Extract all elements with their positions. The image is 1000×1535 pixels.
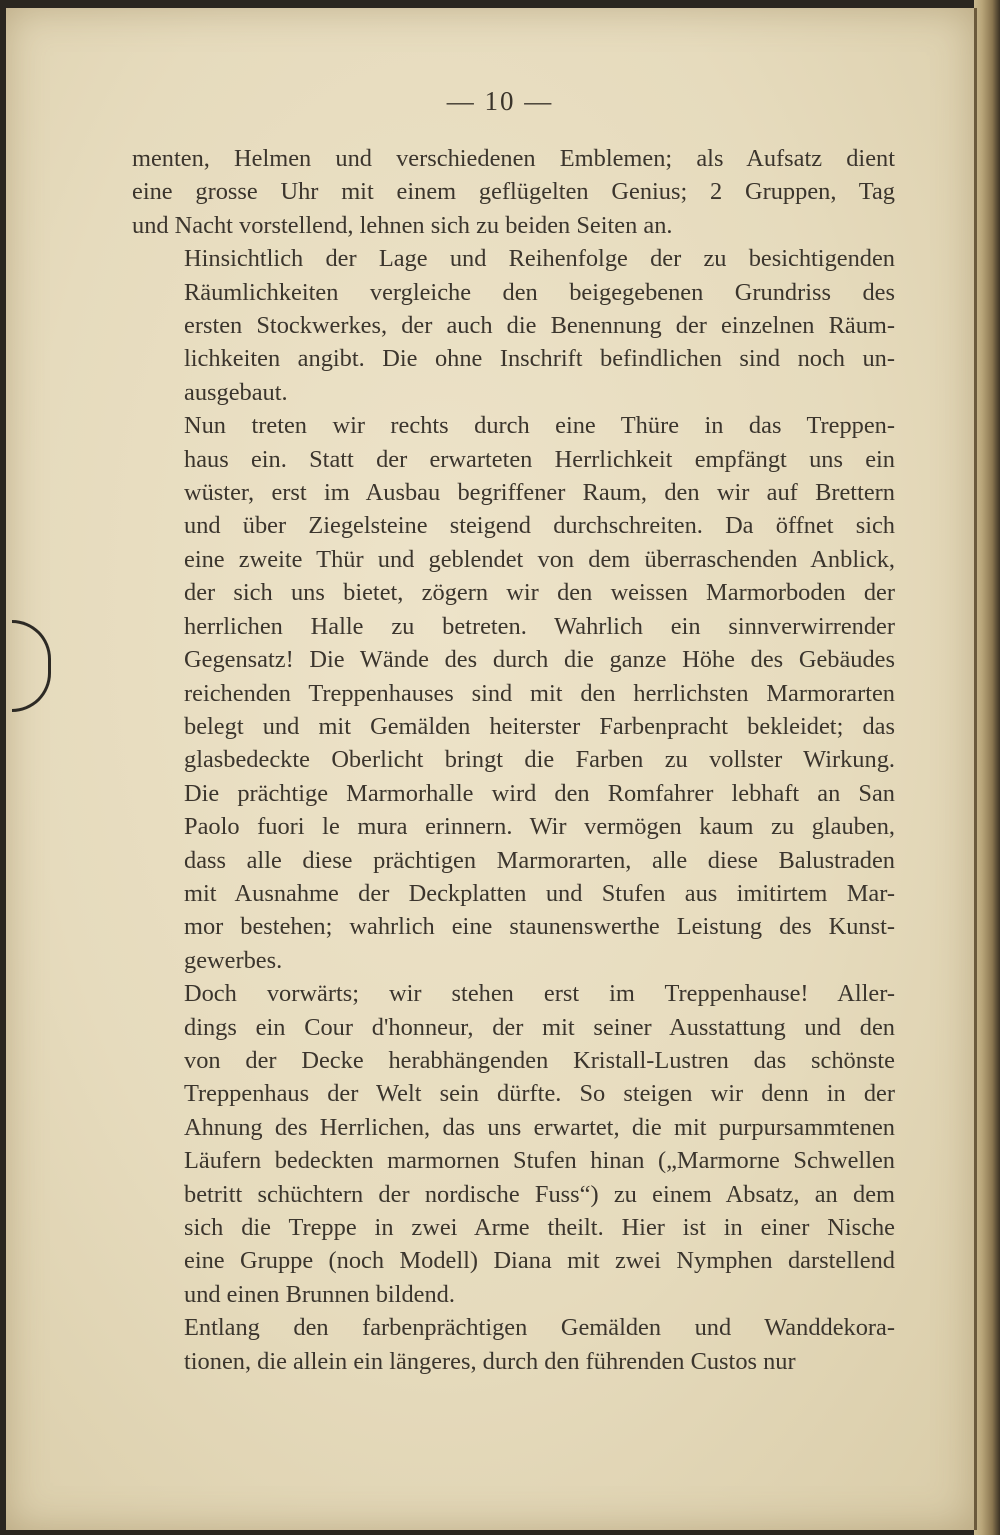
text-line: Treppenhaus der Welt sein dürfte. So steigen wir denn in der	[184, 1080, 895, 1108]
body-text	[132, 142, 895, 1378]
text-line: wüster, erst im Ausbau begriffener Raum, den wir auf Brettern	[184, 479, 895, 507]
text-line: der sich uns bietet, zögern wir den weissen Marmorboden der	[184, 579, 895, 607]
text-line: lichkeiten angibt. Die ohne Inschrift befindlichen sind noch un-	[184, 345, 895, 373]
paragraph	[132, 1311, 895, 1378]
page-number: — 10 —	[446, 86, 554, 116]
text-line: eine Gruppe (noch Modell) Diana mit zwei Nymphen darstellend	[184, 1247, 895, 1275]
text-line: haus ein. Statt der erwarteten Herrlichkeit empfängt uns ein	[184, 445, 895, 473]
text-line: dings ein Cour d'honneur, der mit seiner Ausstattung und den	[184, 1013, 895, 1041]
text-line: Räumlichkeiten vergleiche den beigegebenen Grundriss des	[184, 278, 895, 306]
page-edge	[974, 0, 1000, 1535]
text-line: tionen, die allein ein längeres, durch den führenden Custos nur	[184, 1347, 796, 1375]
text-line: Gegensatz! Die Wände des durch die ganze Höhe des Gebäudes	[184, 646, 895, 674]
text-line: und einen Brunnen bildend.	[184, 1280, 455, 1308]
text-line: von der Decke herabhängenden Kristall-Lustren das schönste	[184, 1046, 895, 1074]
text-line: belegt und mit Gemälden heiterster Farbenpracht bekleidet; das	[184, 712, 895, 740]
text-line: Doch vorwärts; wir stehen erst im Treppenhause! Aller-	[184, 980, 895, 1008]
text-line: betritt schüchtern der nordische Fuss“) zu einem Absatz, an dem	[184, 1180, 895, 1208]
text-line: mor bestehen; wahrlich eine staunenswerthe Leistung des Kunst-	[184, 913, 895, 941]
text-line: und Nacht vorstellend, lehnen sich zu beiden Seiten an.	[132, 211, 673, 239]
paragraph	[132, 409, 895, 977]
text-line: Hinsichtlich der Lage und Reihenfolge der zu besichtigenden	[184, 245, 895, 273]
text-line: Die prächtige Marmorhalle wird den Romfahrer lebhaft an San	[184, 779, 895, 807]
text-line: Läufern bedeckten marmornen Stufen hinan („Marmorne Schwellen	[184, 1147, 895, 1175]
text-line: Entlang den farbenprächtigen Gemälden und Wanddekora-	[184, 1314, 895, 1342]
text-line: herrlichen Halle zu betreten. Wahrlich ein sinnverwirrender	[184, 612, 895, 640]
text-line: dass alle diese prächtigen Marmorarten, alle diese Balustraden	[184, 846, 895, 874]
paragraph	[132, 142, 895, 242]
text-line: und über Ziegelsteine steigend durchschreiten. Da öffnet sich	[184, 512, 895, 540]
text-line: reichenden Treppenhauses sind mit den herrlichsten Marmorarten	[184, 679, 895, 707]
text-line: Paolo fuori le mura erinnern. Wir vermögen kaum zu glauben,	[184, 813, 895, 841]
text-line: ausgebaut.	[184, 378, 288, 406]
text-line: eine zweite Thür und geblendet von dem überraschenden Anblick,	[184, 545, 895, 573]
paragraph	[132, 242, 895, 409]
text-line: Nun treten wir rechts durch eine Thüre in das Treppen-	[184, 412, 895, 440]
text-line: glasbedeckte Oberlicht bringt die Farben zu vollster Wirkung.	[184, 746, 895, 774]
text-line: eine grosse Uhr mit einem geflügelten Genius; 2 Gruppen, Tag	[132, 178, 895, 206]
text-line: sich die Treppe in zwei Arme theilt. Hier ist in einer Nische	[184, 1214, 895, 1241]
text-line: gewerbes.	[184, 946, 283, 974]
binding-clip	[12, 620, 51, 712]
text-line: mit Ausnahme der Deckplatten und Stufen aus imitirtem Mar-	[184, 879, 895, 907]
text-line: ersten Stockwerkes, der auch die Benennung der einzelnen Räum-	[184, 312, 895, 340]
paragraph	[132, 977, 895, 1311]
text-line: menten, Helmen und verschiedenen Emblemen; als Aufsatz dient	[132, 145, 895, 172]
text-line: Ahnung des Herrlichen, das uns erwartet, die mit purpursammtenen	[184, 1113, 895, 1141]
